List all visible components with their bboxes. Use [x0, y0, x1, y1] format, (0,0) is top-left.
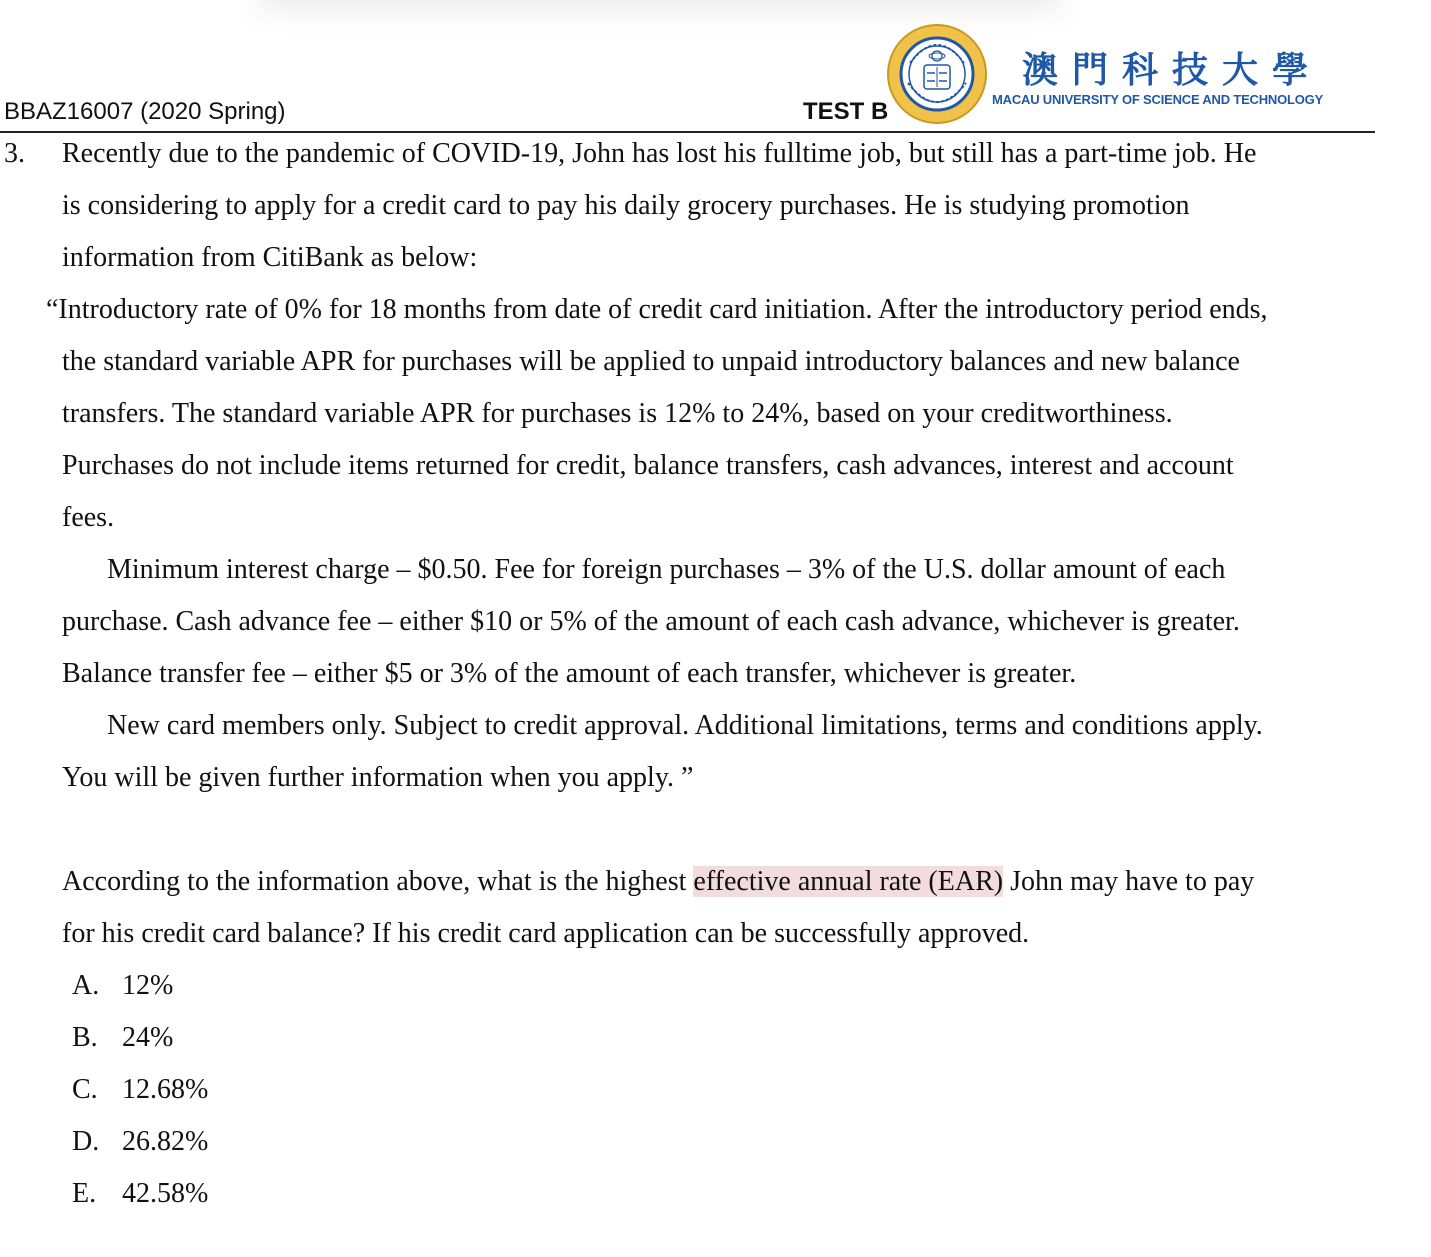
- option-text: 12%: [122, 970, 174, 1001]
- quote-line-2: the standard variable APR for purchases will be applied to unpaid introductory balances and new balance: [62, 346, 1240, 377]
- option-letter: D.: [72, 1126, 100, 1157]
- quote-line-5: fees.: [62, 502, 115, 533]
- option-letter: A.: [72, 970, 100, 1001]
- fees-line-2: purchase. Cash advance fee – either $10 or 5% of the amount of each cash advance, whichever is greater.: [62, 606, 1240, 637]
- fees-line-1: Minimum interest charge – $0.50. Fee for foreign purchases – 3% of the U.S. dollar amount of each: [107, 554, 1226, 585]
- university-seal-icon: [886, 23, 988, 125]
- option-c[interactable]: [72, 1064, 208, 1116]
- quote-line-1: “Introductory rate of 0% for 18 months from date of credit card initiation. After the introductory period ends,: [46, 294, 1268, 325]
- terms-line-1: New card members only. Subject to credit approval. Additional limitations, terms and conditions apply.: [107, 710, 1263, 741]
- option-b[interactable]: [72, 1012, 173, 1064]
- option-letter: B.: [72, 1022, 98, 1053]
- quote-line-4: Purchases do not include items returned for credit, balance transfers, cash advances, interest and account: [62, 450, 1234, 481]
- university-name-english: MACAU UNIVERSITY OF SCIENCE AND TECHNOLOGY: [992, 92, 1324, 107]
- intro-line-3: information from CitiBank as below:: [62, 242, 478, 273]
- prompt-text-after: John may have to pay: [1003, 866, 1255, 897]
- quote-line-3: transfers. The standard variable APR for purchases is 12% to 24%, based on your creditworthiness.: [62, 398, 1173, 429]
- option-text: 42.58%: [122, 1178, 209, 1209]
- terms-line-2: You will be given further information when you apply. ”: [62, 762, 694, 793]
- question-number: 3.: [4, 138, 25, 169]
- university-name-chinese: 澳門科技大學: [1022, 49, 1323, 91]
- fees-line-3: Balance transfer fee – either $5 or 3% of the amount of each transfer, whichever is greater.: [62, 658, 1077, 689]
- test-label: TEST B: [803, 98, 889, 125]
- option-e[interactable]: [72, 1168, 208, 1220]
- option-a[interactable]: [72, 960, 173, 1012]
- option-letter: E.: [72, 1178, 97, 1209]
- intro-line-2: is considering to apply for a credit card to pay his daily grocery purchases. He is studying promotion: [62, 190, 1190, 221]
- question-prompt-line-2: for his credit card balance? If his credit card application can be successfully approved.: [62, 918, 1030, 949]
- intro-line-1: Recently due to the pandemic of COVID-19, John has lost his fulltime job, but still has a part-time job. He: [62, 138, 1257, 169]
- question-prompt-line-1: [62, 856, 1254, 908]
- course-code: BBAZ16007 (2020 Spring): [4, 98, 286, 125]
- prompt-text-before: According to the information above, what is the highest: [62, 866, 694, 897]
- option-text: 24%: [122, 1022, 174, 1053]
- scan-shadow: [260, 0, 1060, 10]
- highlighted-term: effective annual rate (EAR): [693, 866, 1004, 897]
- option-d[interactable]: [72, 1116, 208, 1168]
- option-text: 26.82%: [122, 1126, 209, 1157]
- option-letter: C.: [72, 1074, 98, 1105]
- option-text: 12.68%: [122, 1074, 209, 1105]
